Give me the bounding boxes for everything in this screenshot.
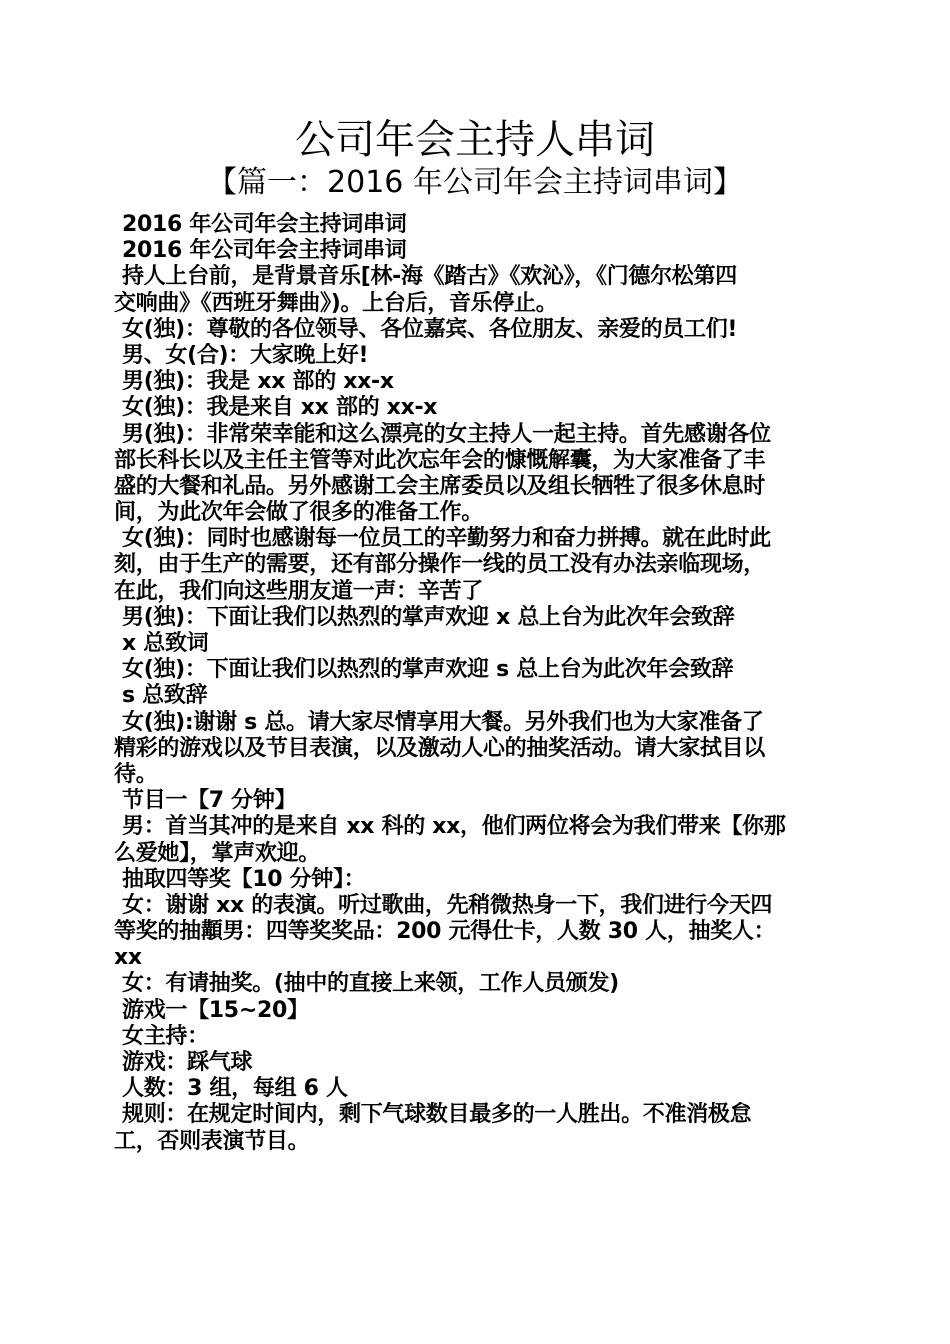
text-line: 盛的大餐和礼品。另外感谢工会主席委员以及组长牺牲了很多休息时 [114,473,766,499]
text-line: 女(独)：我是来自 xx 部的 xx-x [122,395,438,421]
text-line: 部长科长以及主任主管等对此次忘年会的慷慨解囊，为大家准备了丰 [114,447,766,473]
document-subtitle: 【篇一：2016 年公司年会主持词串词】 [207,165,743,200]
text-line: 持人上台前，是背景音乐[林-海《踏古》《欢沁》，《门德尔松第四 [122,264,737,290]
text-line: 2016 年公司年会主持词串词 [122,238,407,264]
document-title: 公司年会主持人串词 [295,117,655,163]
text-line: 女主持： [122,1023,209,1049]
text-line: 规则：在规定时间内，剩下气球数目最多的一人胜出。不准消极怠 [122,1102,752,1128]
text-line: 人数：3 组，每组 6 人 [122,1076,348,1102]
text-line: 女(独)：尊敬的各位领导、各位嘉宾、各位朋友、亲爱的员工们! [122,316,738,342]
text-line: x 总致词 [122,631,209,656]
text-line: 女(独)：同时也感谢每一位员工的辛勤努力和奋力拼搏。就在此时此 [122,526,771,552]
text-line: 男(独)：我是 xx 部的 xx-x [122,369,394,395]
text-line: 男：首当其冲的是来自 xx 科的 xx，他们两位将会为我们带来【你那 [122,814,786,840]
text-line: 节目一【7 分钟】 [122,788,297,814]
text-line: 么爱她】，掌声欢迎。 [114,840,321,866]
text-line: 男(独)：下面让我们以热烈的掌声欢迎 x 总上台为此次年会致辞 [122,604,735,630]
text-line: 待。 [114,761,158,787]
text-line: xx [114,945,142,971]
text-line: 精彩的游戏以及节目表演，以及激动人心的抽奖活动。请大家拭目以 [114,735,766,761]
text-line: 游戏：踩气球 [122,1050,253,1075]
text-line: 在此，我们向这些朋友道一声：辛苦了 [114,578,483,604]
text-line: 游戏一【15~20】 [122,997,309,1023]
text-line: 刻，由于生产的需要，还有部分操作一线的员工没有办法亲临现场， [114,552,766,578]
text-line: 间，为此次年会做了很多的准备工作。 [114,500,483,526]
text-line: 工，否则表演节目。 [114,1128,310,1154]
text-line: 女(独)：下面让我们以热烈的掌声欢迎 s 总上台为此次年会致辞 [122,657,734,683]
text-line: 男(独)：非常荣幸能和这么漂亮的女主持人一起主持。首先感谢各位 [122,421,771,447]
document-body [114,212,834,1155]
text-line: 女：有请抽奖。(抽中的直接上来领，工作人员颁发) [122,971,619,997]
text-line: s 总致辞 [122,683,208,709]
text-line: 抽取四等奖【10 分钟】： [122,866,366,892]
text-line: 交响曲》《西班牙舞曲》)。上台后，音乐停止。 [114,290,558,316]
text-line: 女：谢谢 xx 的表演。听过歌曲，先稍微热身一下，我们进行今天四 [122,892,773,918]
text-line: 2016 年公司年会主持词串词 [122,212,407,237]
text-line: 男、女(合)：大家晚上好! [122,342,369,368]
text-line: 女(独):谢谢 s 总。请大家尽情享用大餐。另外我们也为大家准备了 [122,709,764,735]
text-line: 等奖的抽顜男：四等奖奖品：200 元得仕卡，人数 30 人，抽奖人： [114,919,776,945]
